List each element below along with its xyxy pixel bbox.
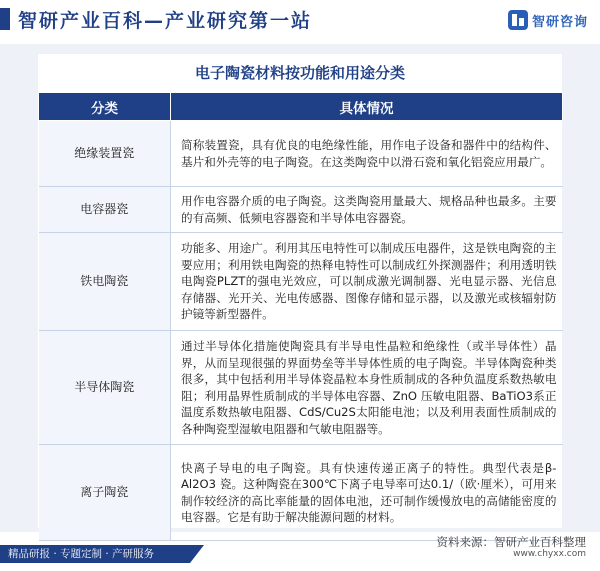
row-detail: 用作电容器介质的电子陶瓷。这类陶瓷用量最大、规格品种也最多。主要的有高频、低频电容器瓷和半导体电容器瓷。 bbox=[171, 187, 563, 233]
site-title: 智研产业百科—产业研究第一站 bbox=[18, 10, 313, 32]
classification-table bbox=[38, 92, 563, 541]
row-category: 铁电陶瓷 bbox=[39, 233, 171, 331]
column-header-detail: 具体情况 bbox=[171, 93, 563, 121]
source-note: 资料来源：智研产业百科整理 bbox=[436, 535, 586, 549]
table-row bbox=[39, 445, 563, 541]
logo-text: 智研咨询 bbox=[531, 14, 588, 30]
header bbox=[0, 0, 600, 44]
row-category: 半导体陶瓷 bbox=[39, 331, 171, 445]
row-category: 电容器瓷 bbox=[39, 187, 171, 233]
table-row bbox=[39, 233, 563, 331]
brand-logo[interactable] bbox=[508, 9, 588, 31]
slogan-bar-edge bbox=[190, 545, 204, 563]
row-category: 离子陶瓷 bbox=[39, 445, 171, 541]
row-category: 绝缘装置瓷 bbox=[39, 121, 171, 187]
site-url[interactable]: www.chyxx.com bbox=[513, 549, 586, 559]
row-detail: 快离子导电的电子陶瓷。具有快速传递正离子的特性。典型代表是β-Al2O3 瓷。这种陶瓷在300℃下离子电导率可达0.1/（欧·厘米），可用来制作较经济的高比率能量的固体电池，还可制作缓慢放电的高储能密度的电容器。它是有助于解决能源问题的材料。 bbox=[171, 445, 563, 541]
row-detail: 简称装置瓷，具有优良的电绝缘性能，用作电子设备和器件中的结构件、基片和外壳等的电子陶瓷。在这类陶瓷中以滑石瓷和氧化铝瓷应用最广。 bbox=[171, 121, 563, 187]
table-panel bbox=[38, 54, 562, 528]
logo-icon bbox=[508, 10, 528, 30]
header-accent-bar bbox=[0, 8, 10, 30]
table-header-row bbox=[39, 93, 563, 121]
table-row bbox=[39, 331, 563, 445]
table-title: 电子陶瓷材料按功能和用途分类 bbox=[194, 64, 405, 82]
footer bbox=[0, 532, 600, 571]
row-detail: 通过半导体化措施使陶瓷具有半导电性晶粒和绝缘性（或半导体性）晶界，从而呈现很强的界面势垒等半导体性质的电子陶瓷。半导体陶瓷种类很多，其中包括利用半导体瓷晶粒本身性质制成的各种负温度系数热敏电阻；利用晶界性质制成的半导体电容器、ZnO 压敏电阻器、BaTiO3系正温度系数热敏电阻器、CdS/Cu2S太阳能电池；以及利用表面性质制成的各种陶瓷型湿敏电阻器和气敏电阻器等。 bbox=[171, 331, 563, 445]
slogan-bar bbox=[0, 545, 190, 563]
column-header-category: 分类 bbox=[39, 93, 171, 121]
slogan-text: 精品研报 · 专题定制 · 产研服务 bbox=[8, 548, 155, 560]
content-area bbox=[0, 44, 600, 532]
table-row bbox=[39, 121, 563, 187]
table-row bbox=[39, 187, 563, 233]
row-detail: 功能多、用途广。利用其压电特性可以制成压电器件，这是铁电陶瓷的主要应用；利用铁电陶瓷的热释电特性可以制成红外探测器件；利用透明铁电陶瓷PLZT的强电光效应，可以制成激光调制器、光电显示器、光信息存储器、光开关、光电传感器、图像存储和显示器，以及激光或核辐射防护镜等新型器件。 bbox=[171, 233, 563, 331]
